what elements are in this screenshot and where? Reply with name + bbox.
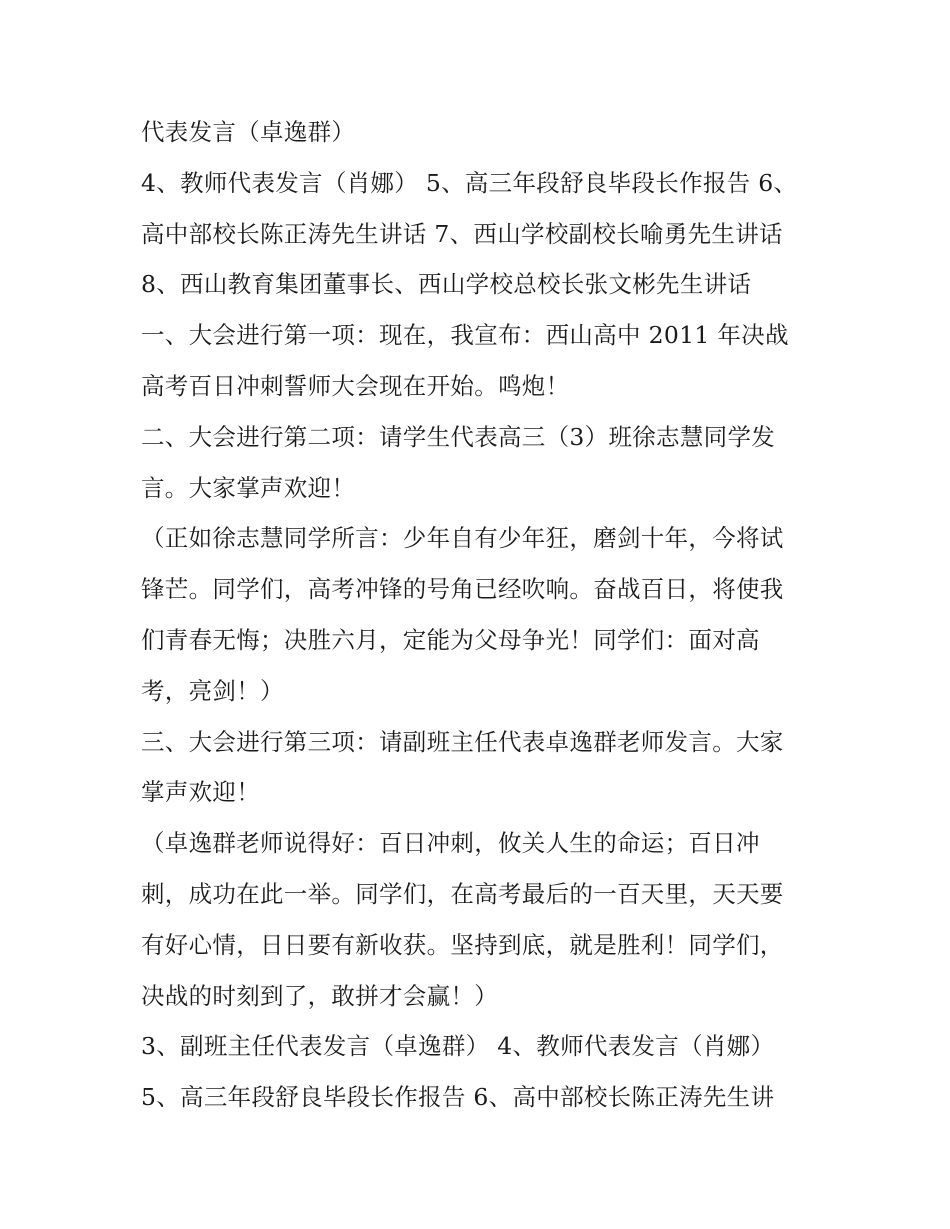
text-line: 有好心情，日日要有新收获。坚持到底，就是胜利！同学们， bbox=[141, 930, 784, 959]
text-line: 代表发言（卓逸群） bbox=[141, 118, 356, 146]
text-line: 三、大会进行第三项：请副班主任代表卓逸群老师发言。大家 bbox=[141, 727, 784, 756]
text-line: 8、西山教育集团董事长、西山学校总校长张文彬先生讲话 bbox=[141, 270, 752, 299]
text-line: 高考百日冲刺誓师大会现在开始。鸣炮！ bbox=[141, 371, 570, 400]
text-line: 言。大家掌声欢迎！ bbox=[141, 473, 356, 502]
text-line: 5、高三年段舒良毕段长作报告 6、高中部校长陈正涛先生讲 bbox=[141, 1083, 775, 1112]
text-line: 决战的时刻到了，敢拼才会赢！） bbox=[141, 981, 498, 1010]
text-line: 二、大会进行第二项：请学生代表高三（3）班徐志慧同学发 bbox=[141, 422, 776, 451]
text-line: （正如徐志慧同学所言：少年自有少年狂，磨剑十年，今将试 bbox=[141, 524, 784, 553]
text-line: 刺，成功在此一举。同学们，在高考最后的一百天里，天天要 bbox=[141, 879, 784, 908]
text-line: （卓逸群老师说得好：百日冲刺，攸关人生的命运；百日冲 bbox=[141, 829, 760, 858]
text-line: 3、副班主任代表发言（卓逸群） 4、教师代表发言（肖娜） bbox=[141, 1032, 775, 1061]
text-line: 锋芒。同学们，高考冲锋的号角已经吹响。奋战百日，将使我 bbox=[141, 575, 784, 604]
document-body bbox=[141, 107, 821, 1123]
text-line: 高中部校长陈正涛先生讲话 7、西山学校副校长喻勇先生讲话 bbox=[141, 219, 783, 248]
text-line: 们青春无悔；决胜六月，定能为父母争光！同学们：面对高 bbox=[141, 625, 760, 654]
text-line: 4、教师代表发言（肖娜） 5、高三年段舒良毕段长作报告 6、 bbox=[141, 168, 798, 197]
text-line: 掌声欢迎！ bbox=[141, 778, 260, 807]
text-line: 考，亮剑！） bbox=[141, 676, 284, 705]
text-line: 一、大会进行第一项：现在，我宣布：西山高中 2011 年决战 bbox=[141, 321, 789, 350]
